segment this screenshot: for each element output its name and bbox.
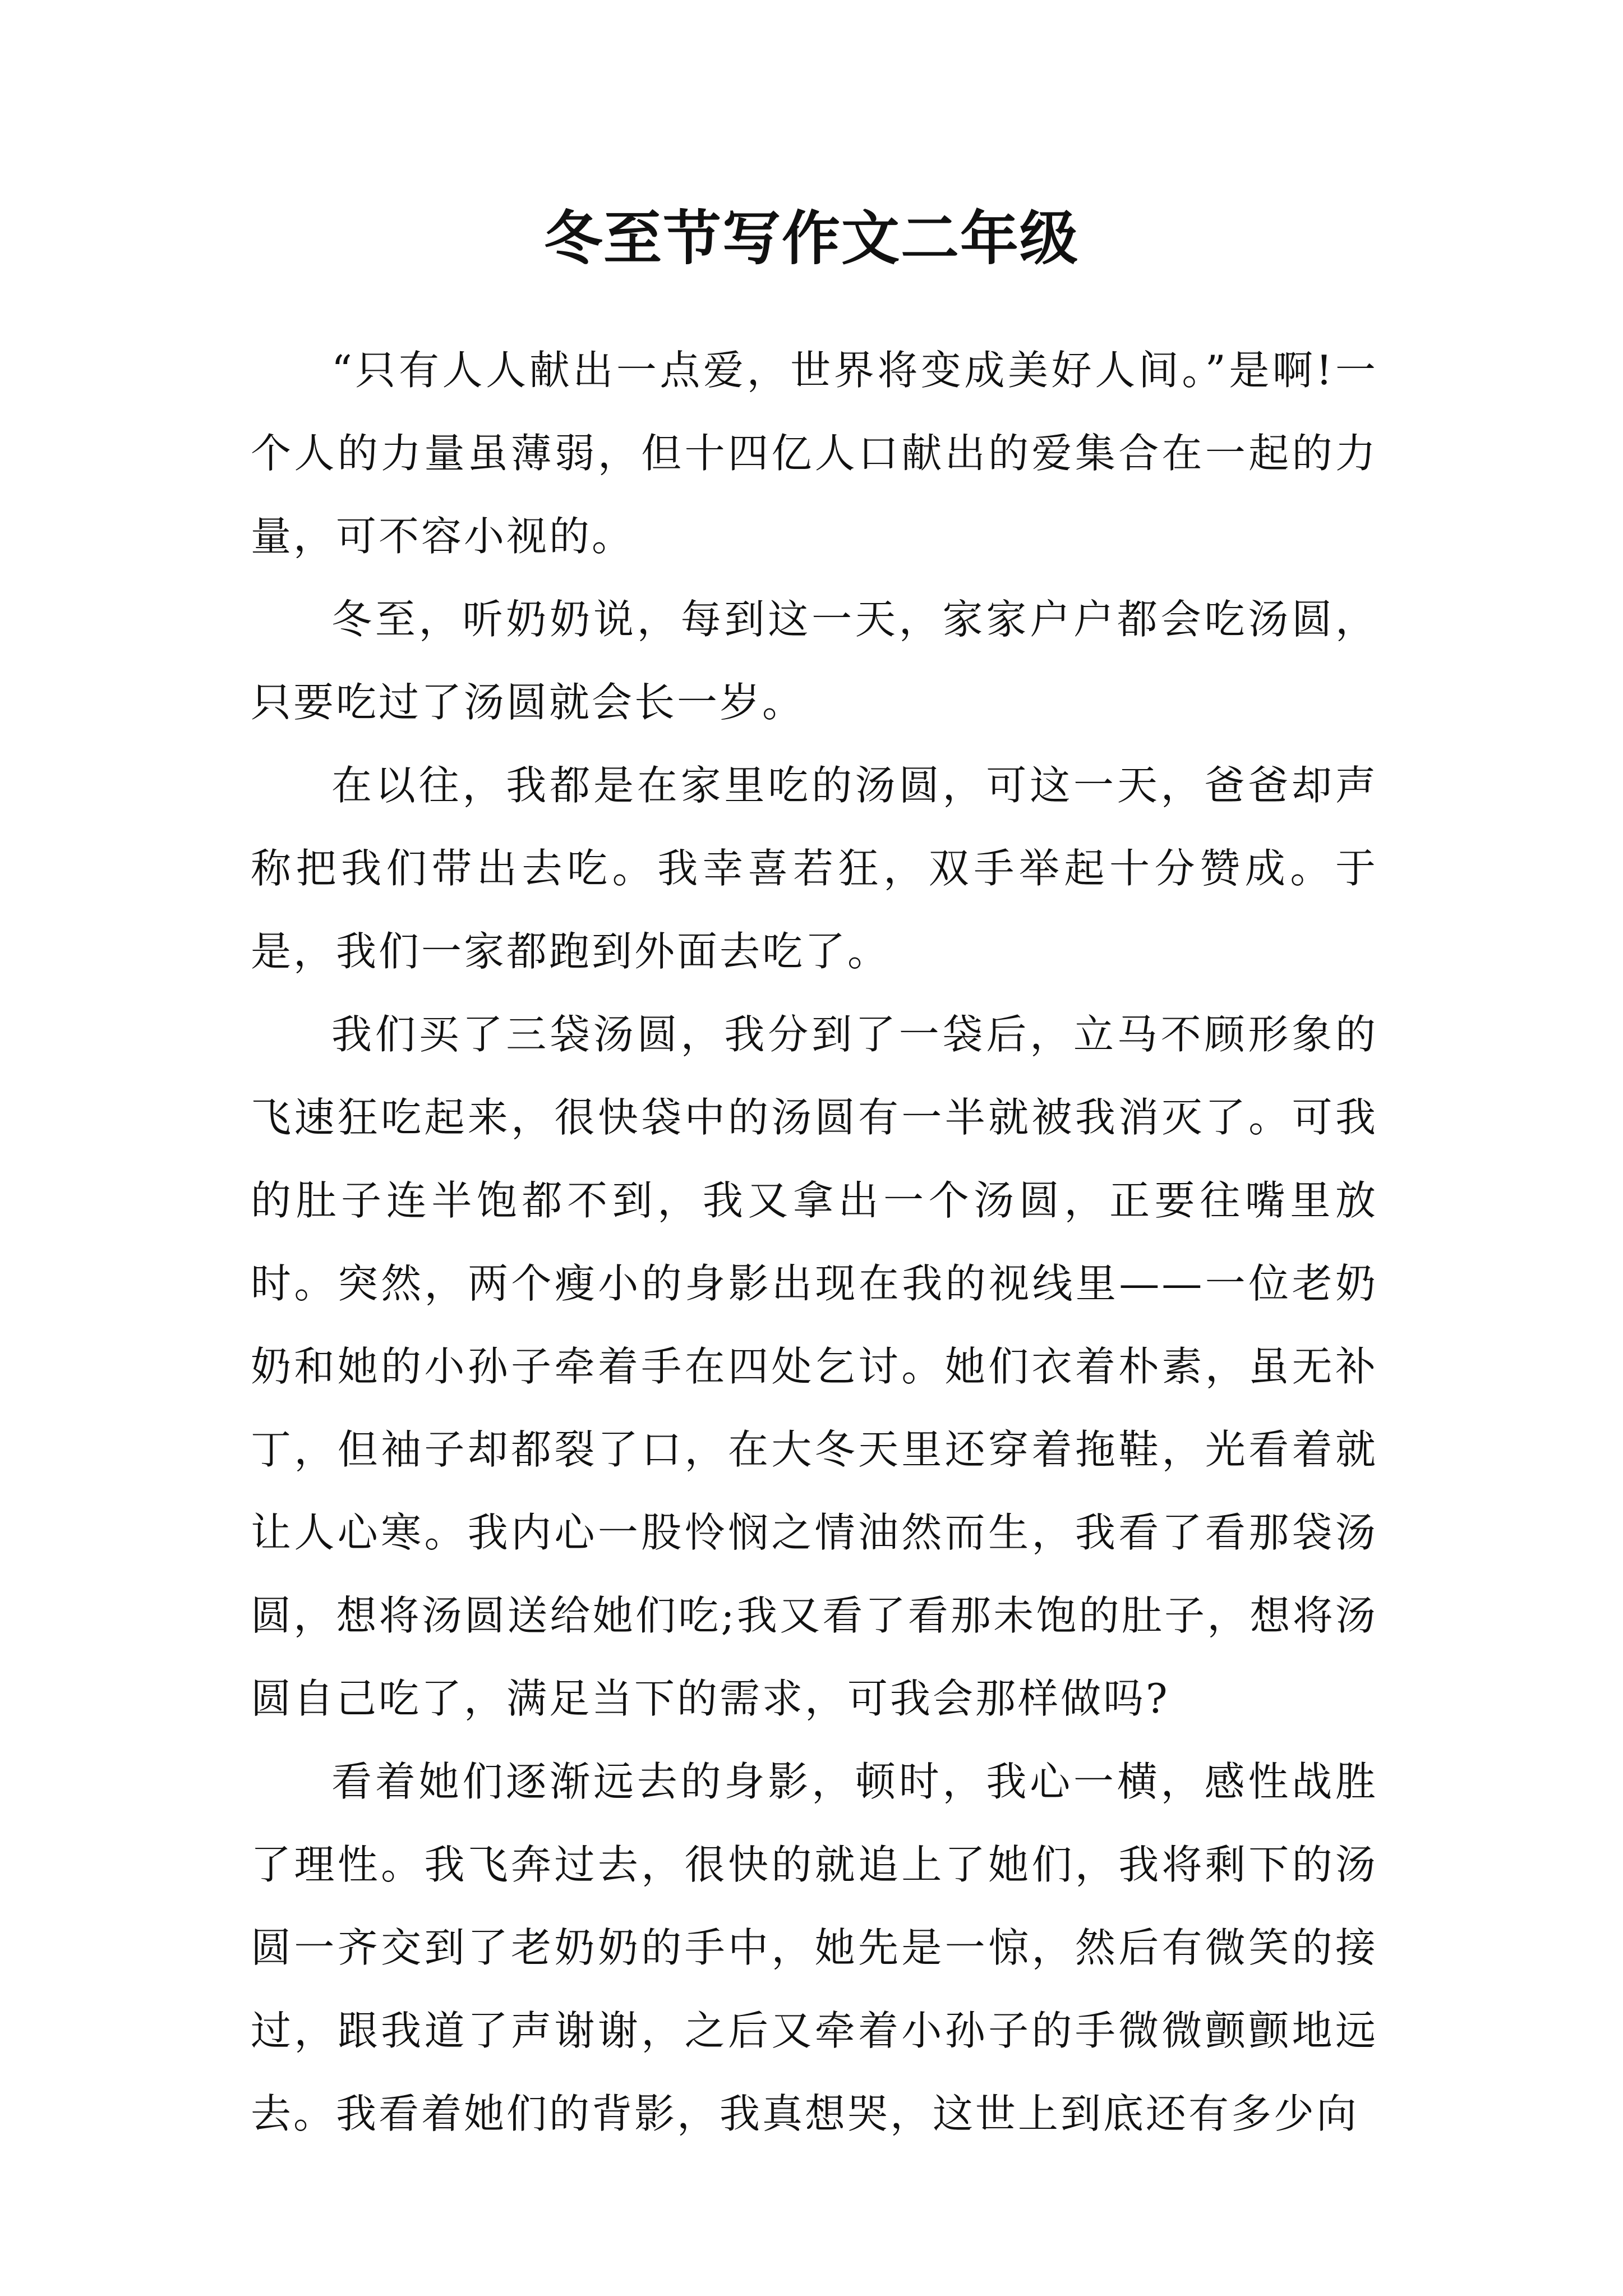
paragraph: 冬至，听奶奶说，每到这一天，家家户户都会吃汤圆，只要吃过了汤圆就会长一岁。: [251, 596, 1378, 726]
paragraph: “只有人人献出一点爱，世界将变成美好人间。”是啊!一个人的力量虽薄弱，但十四亿人口献出的爱集合在一起的力量，可不容小视的。: [251, 347, 1378, 560]
paragraph: 我们买了三袋汤圆，我分到了一袋后，立马不顾形象的飞速狂吃起来，很快袋中的汤圆有一半就被我消灭了。可我的肚子连半饱都不到，我又拿出一个汤圆，正要往嘴里放时。突然，两个瘦小的身影出现在我的视线里——一位老奶奶和她的小孙子牵着手在四处乞讨。她们衣着朴素，虽无补丁，但袖子却都裂了口，在大冬天里还穿着拖鞋，光看着就让人心寒。我内心一股怜悯之情油然而生，我看了看那袋汤圆，想将汤圆送给她们吃;我又看了看那未饱的肚子，想将汤圆自己吃了，满足当下的需求，可我会那样做吗?: [251, 1011, 1378, 1722]
document-body: [251, 329, 1378, 2155]
document-title: 冬至节写作文二年级: [543, 204, 1079, 273]
paragraph: 在以往，我都是在家里吃的汤圆，可这一天，爸爸却声称把我们带出去吃。我幸喜若狂，双手举起十分赞成。于是，我们一家都跑到外面去吃了。: [251, 762, 1378, 975]
paragraph: 看着她们逐渐远去的身影，顿时，我心一横，感性战胜了理性。我飞奔过去，很快的就追上了她们，我将剩下的汤圆一齐交到了老奶奶的手中，她先是一惊，然后有微笑的接过，跟我道了声谢谢，之后又牵着小孙子的手微微颤颤地远去。我看着她们的背影，我真想哭，这世上到底还有多少向: [251, 1758, 1378, 2137]
